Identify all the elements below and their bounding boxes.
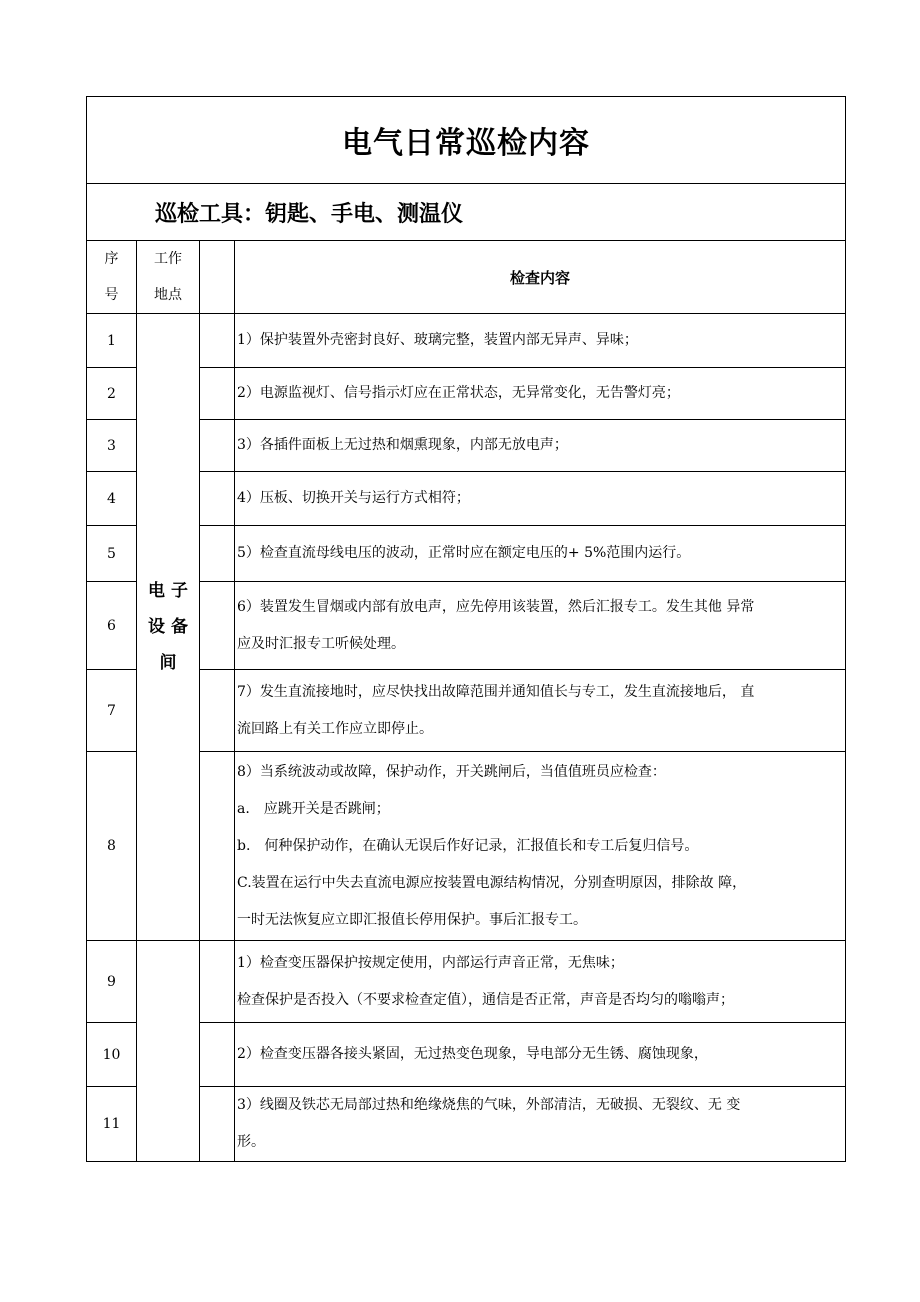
content-line: 流回路上有关工作应立即停止。 [237,720,433,737]
blank-cell [200,1023,235,1087]
header-content: 检查内容 [235,241,846,314]
row-content [235,752,846,941]
tools-line: 巡检工具：钥匙、手电、测温仪 [87,184,846,241]
inspection-sheet [86,96,845,1162]
header-location [137,241,200,314]
row-number: 2 [87,368,137,420]
row-content [235,314,846,368]
content-line: a. 应跳开关是否跳闸； [237,800,390,817]
row-content [235,472,846,526]
location-line-2: 设 备 [148,617,188,637]
header-seq-line-1: 序 [104,251,119,267]
row-number: 1 [87,314,137,368]
content-line: 1）检查变压器保护按规定使用，内部运行声音正常，无焦味； [237,954,624,971]
header-location-line-1: 工作 [154,251,182,267]
content-line: 1）保护装置外壳密封良好、玻璃完整，装置内部无异声、异味； [237,332,638,348]
content-line: 3）线圈及铁芯无局部过热和绝缘烧焦的气味，外部清洁，无破损、无裂纹、无 变 [237,1097,741,1113]
content-line: b. 何种保护动作，在确认无误后作好记录，汇报值长和专工后复归信号。 [237,837,699,854]
row-number: 7 [87,670,137,752]
row-number: 8 [87,752,137,941]
blank-cell [200,1087,235,1162]
blank-cell [200,670,235,752]
blank-cell [200,526,235,582]
blank-cell [200,752,235,941]
header-location-line-2: 地点 [154,287,182,303]
content-line: 8）当系统波动或故障，保护动作，开关跳闸后，当值值班员应检查： [237,763,666,780]
inspection-table [86,96,846,1162]
content-line: 形。 [237,1134,265,1150]
blank-cell [200,582,235,670]
page-title: 电气日常巡检内容 [87,97,846,184]
row-content [235,582,846,670]
content-line: 应及时汇报专工听候处理。 [237,635,405,652]
row-number: 9 [87,941,137,1023]
content-line: 3）各插件面板上无过热和烟熏现象，内部无放电声； [237,437,568,453]
row-number: 3 [87,420,137,472]
row-content [235,526,846,582]
content-line: 5）检查直流母线电压的波动，正常时应在额定电压的+ 5%范围内运行。 [237,545,691,561]
content-line: 6）装置发生冒烟或内部有放电声，应先停用该装置，然后汇报专工。发生其他 异常 [237,598,755,615]
content-line: 检查保护是否投入（不要求检查定值），通信是否正常，声音是否均匀的嗡嗡声； [237,991,734,1008]
content-line: C.装置在运行中失去直流电源应按装置电源结构情况，分别查明原因，排除故 障， [237,874,747,891]
row-content [235,1087,846,1162]
row-content [235,941,846,1023]
location-line-3: 间 [159,653,177,673]
header-seq-line-2: 号 [104,287,119,303]
location-transformer-blank [137,941,200,1162]
row-number: 5 [87,526,137,582]
blank-cell [200,941,235,1023]
content-line: 2）检查变压器各接头紧固，无过热变色现象，导电部分无生锈、腐蚀现象， [237,1046,708,1062]
header-seq [87,241,137,314]
row-content [235,420,846,472]
blank-cell [200,368,235,420]
location-electronic-room [137,314,200,941]
blank-cell [200,314,235,368]
row-content [235,670,846,752]
row-number: 6 [87,582,137,670]
blank-cell [200,420,235,472]
row-number: 11 [87,1087,137,1162]
row-content [235,368,846,420]
row-number: 10 [87,1023,137,1087]
content-line: 一时无法恢复应立即汇报值长停用保护。事后汇报专工。 [237,911,587,928]
content-line: 4）压板、切换开关与运行方式相符； [237,490,470,506]
row-content [235,1023,846,1087]
blank-cell [200,472,235,526]
content-line: 7）发生直流接地时，应尽快找出故障范围并通知值长与专工，发生直流接地后， 直 [237,683,755,700]
content-line: 2）电源监视灯、信号指示灯应在正常状态，无异常变化，无告警灯亮； [237,385,680,401]
header-blank [200,241,235,314]
row-number: 4 [87,472,137,526]
location-line-1: 电 子 [148,581,188,601]
